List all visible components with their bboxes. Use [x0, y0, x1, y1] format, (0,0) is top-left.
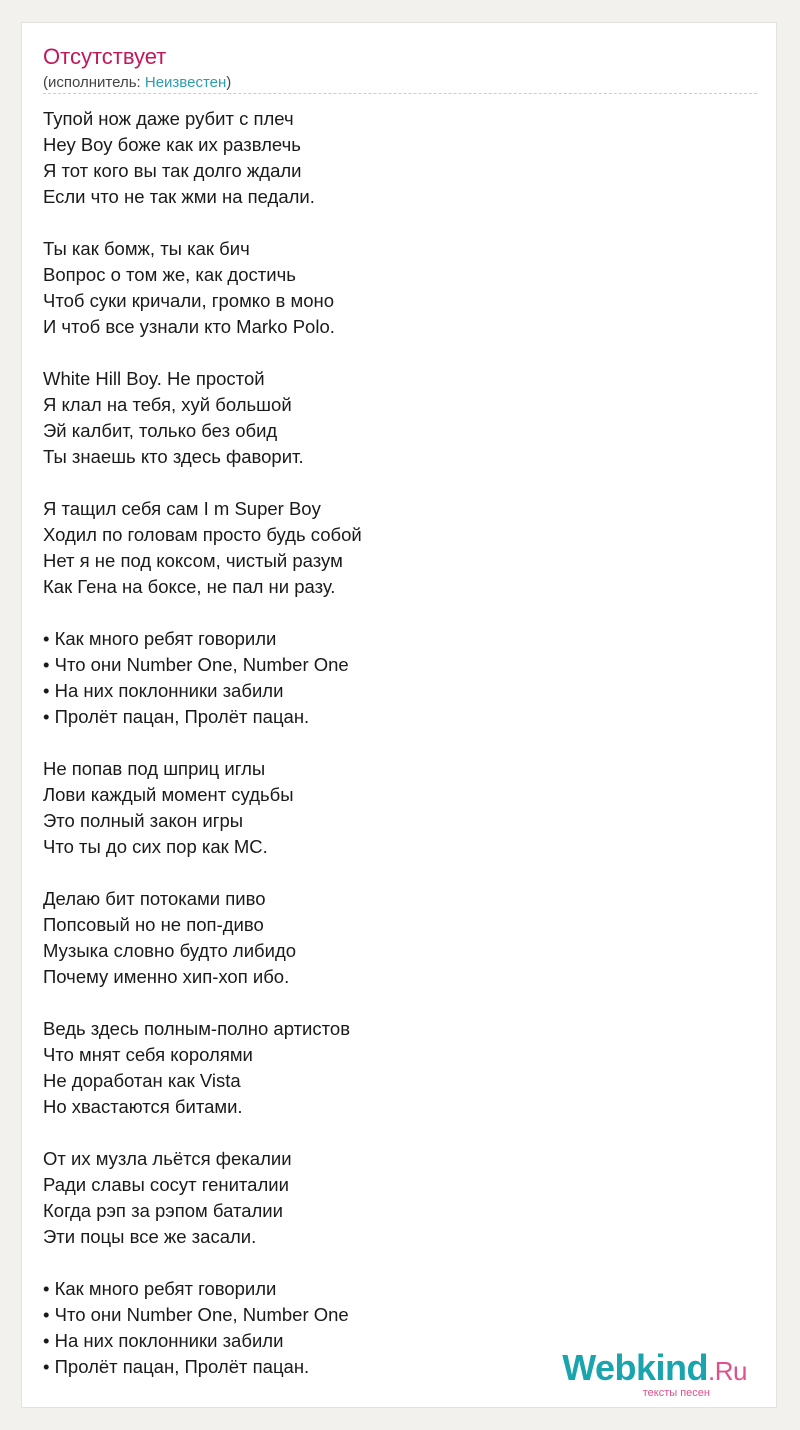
lyric-line: Не попав под шприц иглы: [43, 758, 266, 779]
lyrics-stanza: [43, 106, 743, 210]
lyric-line: Неу Воу боже как их развлечь: [43, 134, 301, 155]
site-logo[interactable]: [557, 1347, 747, 1405]
lyric-line: • На них поклонники забили: [43, 1330, 284, 1351]
lyric-line: Как Гена на боксе, не пал ни разу.: [43, 576, 336, 597]
lyrics-stanza: [43, 756, 743, 860]
logo-name: Webkind: [562, 1347, 709, 1388]
logo-tagline: тексты песен: [642, 1387, 710, 1399]
title-divider: [43, 93, 757, 94]
lyric-line: Что ты до сих пор как МС.: [43, 836, 268, 857]
lyrics-stanza: [43, 1146, 743, 1250]
lyric-line: Если что не так жми на педали.: [43, 186, 315, 207]
lyric-line: Я тот кого вы так долго ждали: [43, 160, 302, 181]
lyric-line: Музыка словно будто либидо: [43, 940, 297, 961]
lyric-line: Ради славы сосут гениталии: [43, 1174, 289, 1195]
song-title: Отсутствует: [43, 44, 167, 69]
lyric-line: Когда рэп за рэпом баталии: [43, 1200, 283, 1221]
lyric-line: White Hill Boy. Не простой: [43, 368, 265, 389]
lyric-line: • Пролёт пацан, Пролёт пацан.: [43, 706, 310, 727]
lyric-line: • Что они Number One, Number One: [43, 654, 349, 675]
lyric-line: Эй калбит, только без обид: [43, 420, 278, 441]
lyric-line: • На них поклонники забили: [43, 680, 284, 701]
lyric-line: Это полный закон игры: [43, 810, 244, 831]
lyrics-body: [43, 106, 743, 1406]
artist-line: [43, 73, 231, 93]
lyric-line: Делаю бит потоками пиво: [43, 888, 266, 909]
lyrics-stanza: [43, 236, 743, 340]
lyric-line: Ходил по головам просто будь собой: [43, 524, 362, 545]
logo-wordmark: [562, 1347, 747, 1392]
lyric-line: Я тащил себя сам I m Super Boy: [43, 498, 321, 519]
lyric-line: Не доработан как Vista: [43, 1070, 241, 1091]
lyric-line: От их музла льётся фекалии: [43, 1148, 292, 1169]
lyric-line: Почему именно хип-хоп ибо.: [43, 966, 290, 987]
lyrics-stanza: [43, 496, 743, 600]
lyrics-stanza: [43, 886, 743, 990]
lyric-line: Чтоб суки кричали, громко в моно: [43, 290, 334, 311]
lyric-line: • Что они Number One, Number One: [43, 1304, 349, 1325]
lyric-line: Но хвастаются битами.: [43, 1096, 243, 1117]
lyrics-stanza: [43, 626, 743, 730]
lyric-line: Что мнят себя королями: [43, 1044, 253, 1065]
lyric-line: • Как много ребят говорили: [43, 1278, 277, 1299]
artist-prefix: (исполнитель:: [43, 74, 145, 91]
lyric-line: • Как много ребят говорили: [43, 628, 277, 649]
lyric-line: Ты знаешь кто здесь фаворит.: [43, 446, 304, 467]
lyric-line: Лови каждый момент судьбы: [43, 784, 294, 805]
lyric-line: Эти поцы все же засали.: [43, 1226, 257, 1247]
lyric-line: Тупой нож даже рубит с плеч: [43, 108, 294, 129]
lyric-line: Попсовый но не поп-диво: [43, 914, 264, 935]
artist-suffix: ): [226, 74, 232, 91]
lyric-line: Ты как бомж, ты как бич: [43, 238, 250, 259]
lyric-line: И чтоб все узнали кто Marko Polo.: [43, 316, 335, 337]
logo-tld: .Ru: [708, 1356, 747, 1386]
lyrics-stanza: [43, 366, 743, 470]
lyric-line: Вопрос о том же, как достичь: [43, 264, 296, 285]
lyric-line: • Пролёт пацан, Пролёт пацан.: [43, 1356, 310, 1377]
artist-link[interactable]: Неизвестен: [144, 74, 227, 91]
lyric-line: Нет я не под коксом, чистый разум: [43, 550, 343, 571]
lyrics-stanza: [43, 1016, 743, 1120]
lyric-line: Ведь здесь полным-полно артистов: [43, 1018, 351, 1039]
lyrics-card: [21, 22, 777, 1408]
lyric-line: Я клал на тебя, хуй большой: [43, 394, 292, 415]
